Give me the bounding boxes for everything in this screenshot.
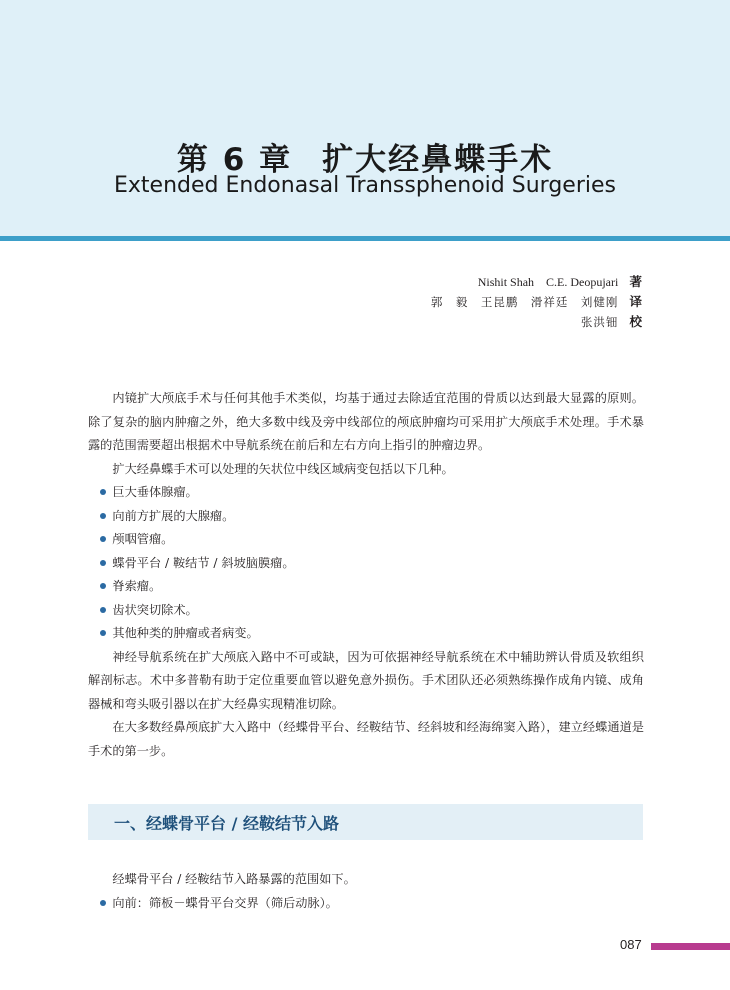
bullet-dot-icon: [100, 583, 106, 589]
list-item: 脊索瘤。: [88, 575, 644, 599]
role-author: 著: [629, 274, 642, 289]
credit-reviewer: [431, 312, 642, 332]
list-item: 颅咽管瘤。: [88, 528, 644, 552]
bullet-dot-icon: [100, 513, 106, 519]
author-credits: [431, 272, 642, 332]
chapter-number: 第 6 章: [176, 142, 293, 178]
intro-body: [88, 387, 644, 763]
intro-paragraph: 扩大经鼻蝶手术可以处理的矢状位中线区域病变包括以下几种。: [112, 461, 454, 476]
intro-paragraph: 内镜扩大颅底手术与任何其他手术类似，均基于通过去除适宜范围的骨质以达到最大显露的原则。除了复杂的脑内肿瘤之外，绝大多数中线及旁中线部位的颅底肿瘤均可采用扩大颅底手术处理。手术暴露的范围需要超出根据术中导航系统在前后和左右方向上指引的肿瘤边界。: [88, 391, 644, 452]
list-item: 向前：筛板－蝶骨平台交界（筛后动脉）。: [88, 892, 644, 916]
section-heading-band: [88, 804, 643, 840]
list-item: 其他种类的肿瘤或者病变。: [88, 622, 644, 646]
list-item: 巨大垂体腺瘤。: [88, 481, 644, 505]
role-translator: 译: [629, 294, 642, 309]
header-divider: [0, 236, 730, 241]
list-item: 蝶骨平台 / 鞍结节 / 斜坡脑膜瘤。: [88, 552, 644, 576]
role-reviewer: 校: [629, 314, 642, 329]
bullet-dot-icon: [100, 900, 106, 906]
intro-paragraph: 神经导航系统在扩大颅底入路中不可或缺，因为可依据神经导航系统在术中辅助辨认骨质及软组织解剖标志。术中多普勒有助于定位重要血管以避免意外损伤。手术团队还必须熟练操作成角内镜、成角器械和弯头吸引器以在扩大经鼻实现精准切除。: [88, 649, 644, 711]
intro-paragraph: 在大多数经鼻颅底扩大入路中（经蝶骨平台、经鞍结节、经斜坡和经海绵窦入路），建立经蝶通道是手术的第一步。: [88, 720, 644, 758]
reviewer-names: 张洪钿: [580, 315, 619, 329]
chapter-header-band: [0, 0, 730, 236]
chapter-title-cn: 扩大经鼻蝶手术: [322, 142, 554, 178]
bullet-dot-icon: [100, 489, 106, 495]
author-names: Nishit Shah C.E. Deopujari: [477, 275, 619, 289]
bullet-dot-icon: [100, 536, 106, 542]
list-item: 齿状突切除术。: [88, 599, 644, 623]
bullet-dot-icon: [100, 607, 106, 613]
lesion-list: [88, 481, 644, 646]
translator-names: 郭 毅 王昆鹏 滑祥廷 刘健刚: [430, 295, 619, 309]
list-item: 向前方扩展的大腺瘤。: [88, 505, 644, 529]
chapter-title-en: Extended Endonasal Transsphenoid Surgeries: [114, 173, 616, 198]
section-paragraph: 经蝶骨平台 / 经鞍结节入路暴露的范围如下。: [112, 872, 356, 886]
page-accent-bar: [651, 943, 730, 950]
page-number: 087: [620, 937, 642, 952]
section-heading: 一、经蝶骨平台 / 经鞍结节入路: [114, 814, 339, 833]
credit-translators: [431, 292, 642, 312]
bullet-dot-icon: [100, 630, 106, 636]
exposure-list: [88, 892, 644, 916]
section-body: [88, 868, 644, 915]
bullet-dot-icon: [100, 560, 106, 566]
credit-authors: [431, 272, 642, 292]
